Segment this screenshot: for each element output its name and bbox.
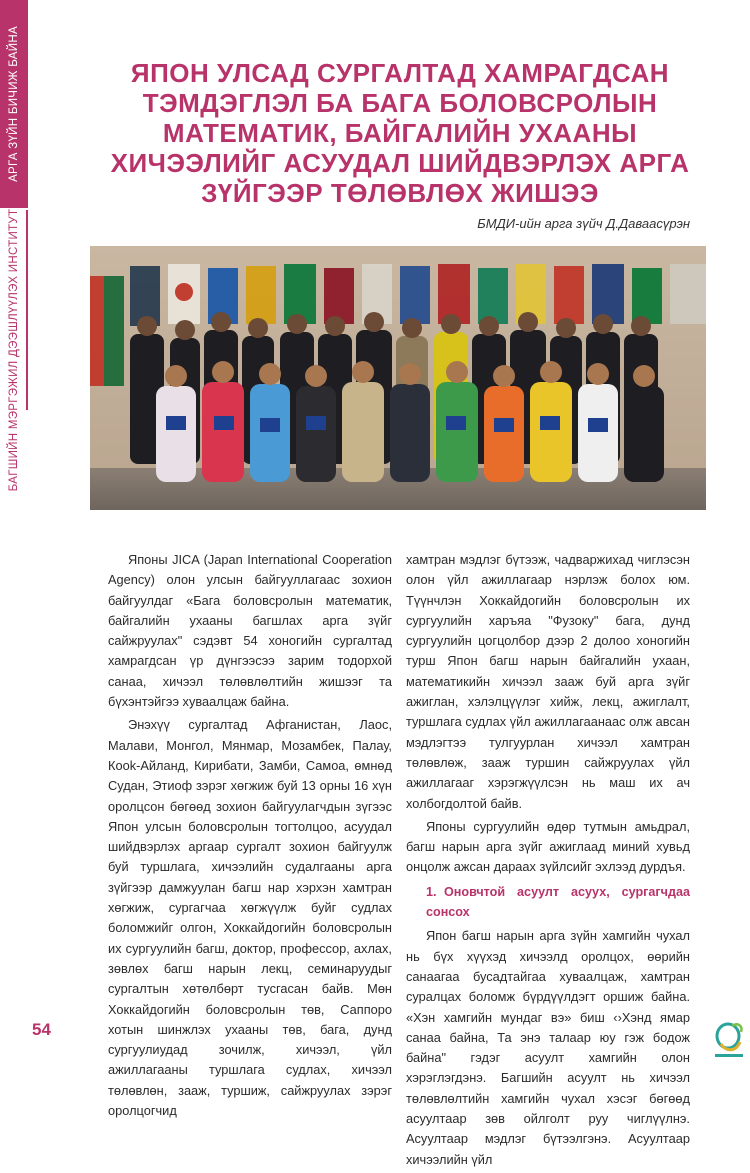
paragraph: Япон багш нарын арга зүйн хамгийн чухал нь бүх хүүхэд хичээлд оролцох, өөрийн санаагаа бусадтайгаа хуваалцаж, хамтран суралцах боломж бүрдүүлдэгт оршиж байна. «Хэн хамгийн мундаг вэ» биш ‹›Хэнд ямар санаа байна, Та энэ талаар юу гэж бодож байна" гэдэг асуулт хамгийн олон хэрэглэгдэнэ. Багшийн асуулт нь хичээл төлөвлөлтийн хамгийн чухал хэсэг бөгөөд асуултаар зөв ойлголт руу чиглүүлнэ. Асуултаар мэдлэг бүтээлгэнэ. Асуултаар хичээлийн үйл — [406, 928, 690, 1167]
paragraph: хамтран мэдлэг бүтээж, чадваржихад чиглэсэн олон үйл ажиллагаар нэрлэж болох юм. Түүнчлэн Хоккайдогийн боловсролын их сургуулийн харъяа "Фузоку" бага, дунд сургуулийн цогцолбор дээр 2 долоо хоногийн турш Япон багш нарын байгалийн ухаан, математикийн хичээл зааж буй арга зүйг ажиглан, хэлэлцүүлэг хийж, лекц, ажиглалт, туршлага судлах үйл ажиллагаанаас олж авсан мэдлэгтээ тулгуурлан хичээл хамтран төлөвлөж, зааж туршин сайжруулах үйл ажиллагааг хэрэгжүүлсэн нь маш их ач холбогдолтой байв. — [406, 552, 690, 811]
body-column-left — [108, 550, 392, 1124]
paragraph: Японы сургуулийн өдөр тутмын амьдрал, багш нарын арга зүйг ажиглаад миний хувьд онцолж ажсан дараах зүйлсийг эхлээд дурдъя. — [406, 818, 690, 875]
front-row — [156, 382, 664, 482]
section-heading — [406, 882, 690, 923]
section-title: Оновчтой асуулт асуух, сургагчдаа сонсох — [426, 884, 690, 920]
side-divider-line — [26, 210, 28, 410]
article-title: ЯПОН УЛСАД СУРГАЛТАД ХАМРАГДСАН ТЭМДЭГЛЭЛ БА БАГА БОЛОВСРОЛЫН МАТЕМАТИК, БАЙГАЛИЙН УХААНЫ ХИЧЭЭЛИЙГ АСУУДАЛ ШИЙДВЭРЛЭХ АРГА ЗҮЙГЭЭР ТӨЛӨВЛӨХ ЖИШЭЭ — [110, 58, 690, 208]
side-bar — [0, 0, 28, 1063]
section-tab — [0, 0, 28, 208]
page-number: 54 — [32, 1020, 51, 1039]
article-author: БМДИ-ийн арга зүйч Д.Даваасүрэн — [477, 216, 690, 231]
institute-logo-icon — [712, 1020, 746, 1060]
section-tab-label: АРГА ЗҮЙН БИЧИЖ БАЙНА — [8, 26, 20, 182]
paragraph: Японы JICA (Japan International Cooperation Agency) олон улсын байгууллагаас зохион байгуулдаг «Бага боловсролын математик, байгалийн ухааны багшлах арга зүйг сайжруулах" сэдэвт 54 хоногийн сургалтад хамрагдсан үр дүнгээсээ зарим тодорхой санаа, хичээл төлөвлөлтийн жишээг та бүхэнтэйгээ хуваалцаж байна. — [108, 552, 392, 710]
section-number: 1. — [426, 884, 437, 899]
paragraph: Энэхүү сургалтад Афганистан, Лаос, Малави, Монгол, Мянмар, Мозамбек, Палау, Кook-Айланд, Кирибати, Замби, Самоа, өмнөд Судан, Этиоф зэрэг хөгжиж буй 13 орны 16 хүн оролцсон бөгөөд зохион байгуулагчдын зүгээс Япон улсын боловсролын тогтолцоо, асуудал шийдвэрлэх аргаар сургалт зохион байгуулж буй туршлага, хичээлийн судалгааны арга зүйгээр дамжуулан багш нар хэрхэн хамтран хөгжиж, сургагчаа хөгжүүлж буйг судлах боломжийг олгон, Хоккайдогийн боловсролын их сургуулийн багш, доктор, профессор, ахлах, зөвлөх багш нарын лекц, семинаруудыг сургалтын хөтөлбөрт тусгасан байв. Мөн Хоккайдогийн боловсролын төв, Саппоро хотын шинжлэх ухааны төв, бага, дунд сургуулиудад зочилж, хичээл, үйл ажиллагааны туршлага судлах, хичээл төлөвлөн, зааж, туршиж, сайжруулах зэрэг оролцогчид — [108, 717, 392, 1119]
group-photo-icon — [90, 246, 706, 510]
body-column-right — [406, 550, 690, 1173]
institute-name: БАГШИЙН МЭРГЭЖИЛ ДЭЭШЛҮҮЛЭХ ИНСТИТУТ — [8, 208, 20, 492]
